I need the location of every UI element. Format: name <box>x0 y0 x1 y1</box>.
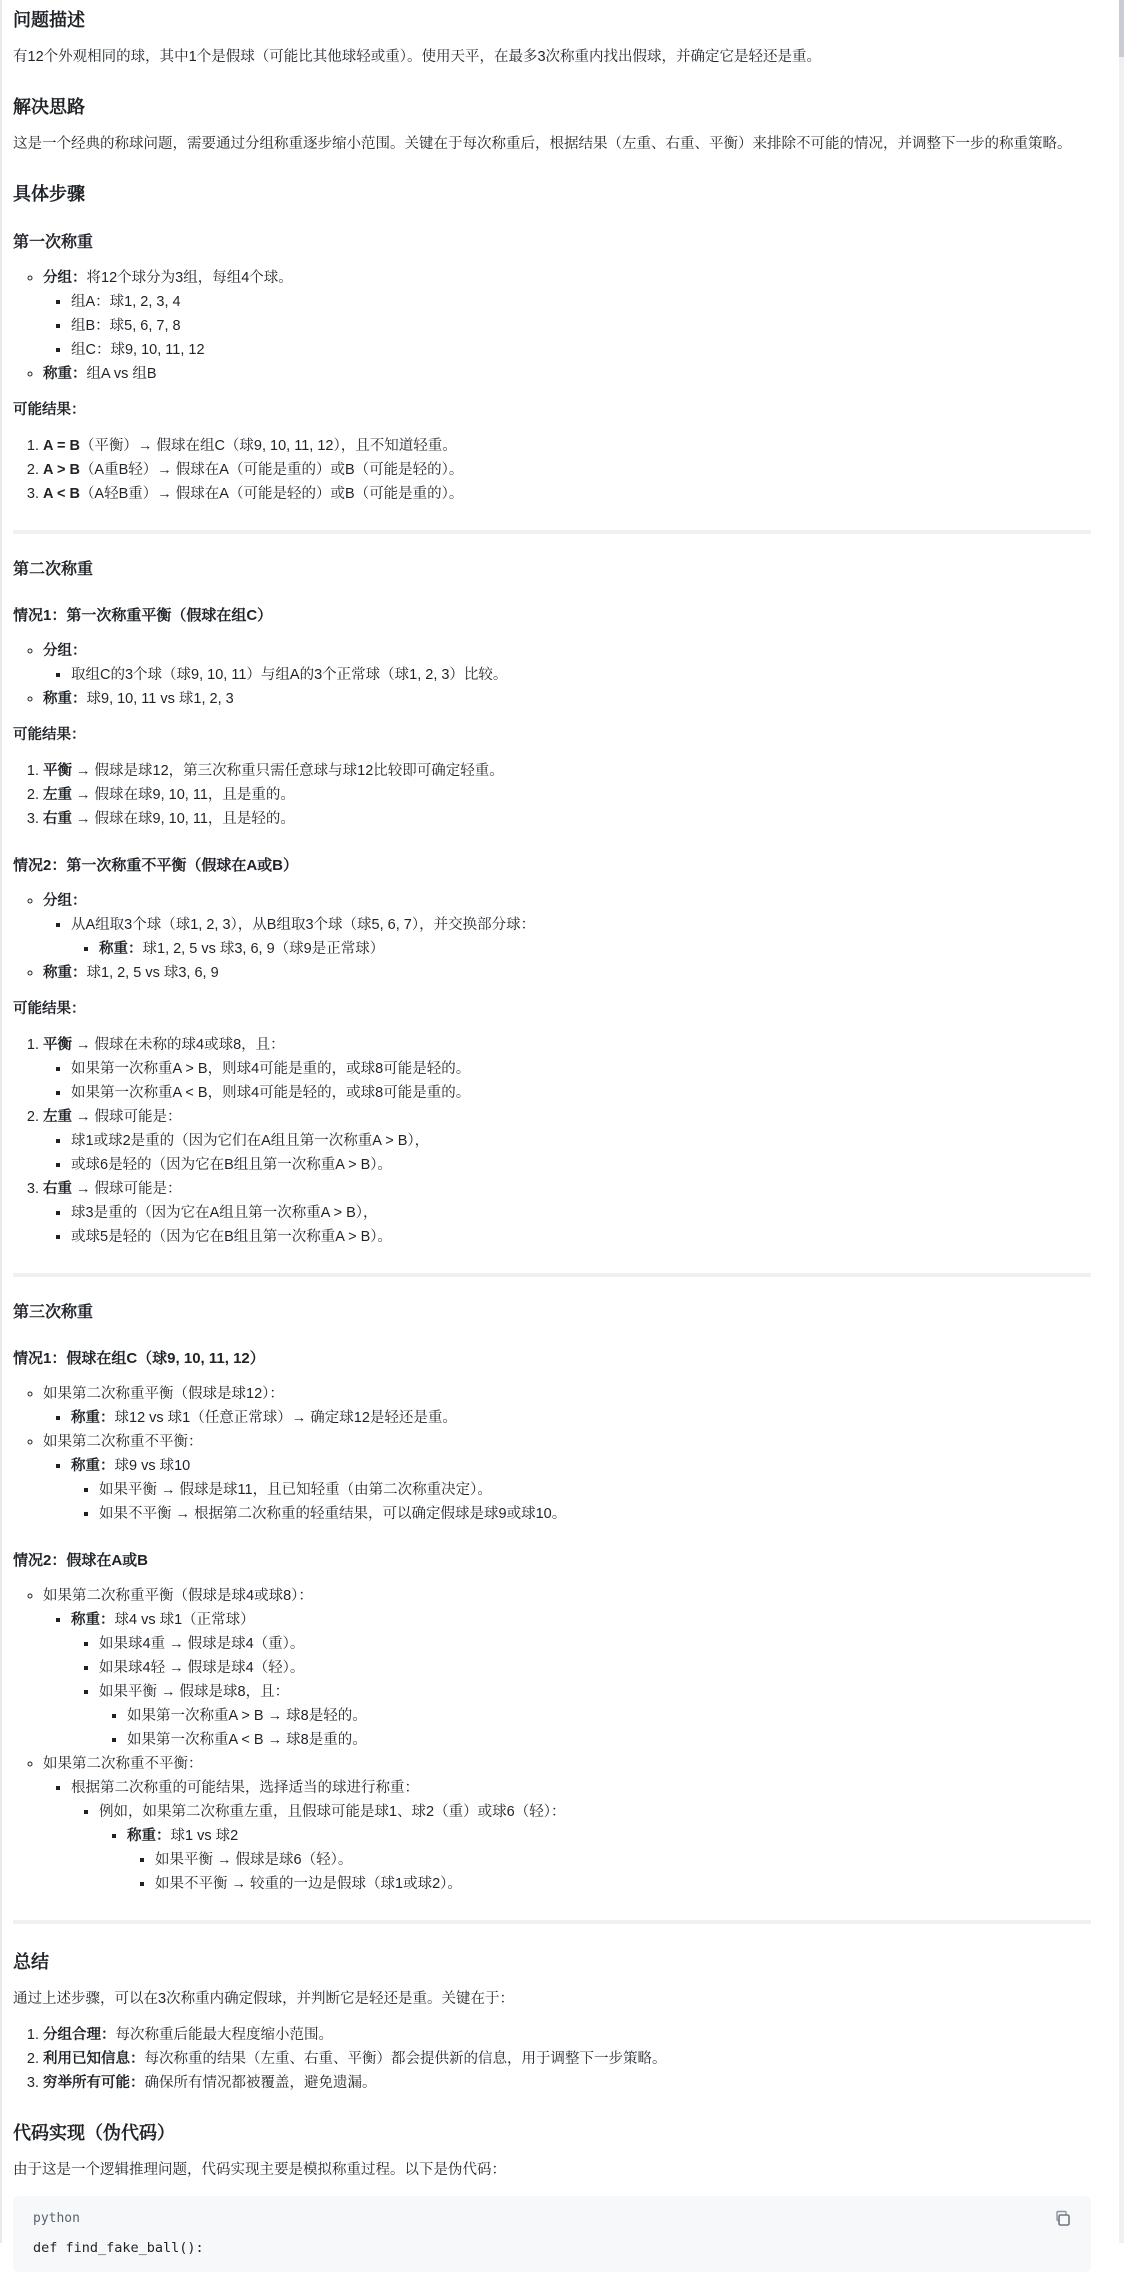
text-run: （A轻B重）→ 假球在A（可能是轻的）或B（可能是重的）。 <box>79 486 464 502</box>
code-block-header <box>33 2210 1071 2228</box>
code-block <box>13 2196 1091 2272</box>
text-run: 或球5是轻的（因为它在B组且第一次称重A > B）。 <box>71 1229 393 1245</box>
list-item <box>71 290 1091 314</box>
text-run: 如果平衡 → 假球是球6（轻）。 <box>155 1852 353 1868</box>
paragraph <box>13 398 1091 422</box>
list-item <box>43 2047 1091 2071</box>
list-item <box>155 1848 1091 1872</box>
bold-text: 平衡 <box>43 1037 72 1053</box>
section-heading: 总结 <box>13 1952 49 1972</box>
text-run: 组B：球5, 6, 7, 8 <box>71 318 181 334</box>
paragraph <box>13 997 1091 1021</box>
list-item <box>99 1502 1091 1526</box>
list-item <box>71 1201 1091 1225</box>
bold-text: 称重： <box>71 1612 115 1628</box>
bold-text: 利用已知信息： <box>43 2051 145 2067</box>
bold-text: 右重 <box>43 1181 72 1197</box>
text-run: 组A：球1, 2, 3, 4 <box>71 294 181 310</box>
copy-code-button[interactable] <box>1053 2210 1071 2228</box>
section-divider <box>13 1273 1091 1277</box>
paragraph <box>13 2158 1091 2182</box>
bold-text: 分组： <box>43 893 87 909</box>
section-heading: 情况2：假球在A或B <box>13 1552 149 1569</box>
list-item <box>71 1225 1091 1249</box>
scrollbar-thumb[interactable] <box>1119 0 1124 57</box>
bullet-list <box>99 1824 1091 1896</box>
bold-text: 称重： <box>71 1410 115 1426</box>
list-item <box>43 362 1091 386</box>
bullet-list <box>43 913 1091 961</box>
text-run: 球3是重的（因为它在A组且第一次称重A > B）， <box>71 1205 378 1221</box>
list-item <box>43 482 1091 506</box>
paragraph <box>13 723 1091 747</box>
list-item <box>43 1584 1091 1752</box>
text-run: 球1或球2是重的（因为它们在A组且第一次称重A > B）， <box>71 1133 430 1149</box>
bold-text: 可能结果： <box>13 402 86 418</box>
list-item <box>71 1454 1091 1526</box>
list-item <box>43 1752 1091 1896</box>
text-run: （A重B轻）→ 假球在A（可能是重的）或B（可能是轻的）。 <box>79 462 464 478</box>
bold-text: 称重： <box>43 691 87 707</box>
bold-text: A = B <box>43 438 80 454</box>
section-heading: 情况1：第一次称重平衡（假球在组C） <box>13 607 273 624</box>
text-run: 由于这是一个逻辑推理问题，代码实现主要是模拟称重过程。以下是伪代码： <box>13 2162 506 2178</box>
bullet-list <box>43 1608 1091 1752</box>
text-run: 如果第一次称重A > B → 球8是轻的。 <box>127 1708 367 1724</box>
text-run: 球12 vs 球1（任意正常球）→ 确定球12是轻还是重。 <box>114 1410 457 1426</box>
list-item <box>43 759 1091 783</box>
bullet-list <box>43 1057 1091 1105</box>
bullet-list <box>71 937 1091 961</box>
bold-text: 左重 <box>43 1109 72 1125</box>
text-run: 每次称重的结果（左重、右重、平衡）都会提供新的信息，用于调整下一步策略。 <box>144 2051 667 2067</box>
text-run: 例如，如果第二次称重左重，且假球可能是球1、球2（重）或球6（轻）： <box>99 1804 566 1820</box>
bullet-list <box>13 266 1091 386</box>
bold-text: A < B <box>43 486 80 502</box>
blocks-mount <box>13 8 1091 2182</box>
section-heading: 第二次称重 <box>13 561 94 578</box>
section-divider <box>13 530 1091 534</box>
section-heading: 情况1：假球在组C（球9, 10, 11, 12） <box>13 1350 265 1367</box>
text-run: → 假球在未称的球4或球8，且： <box>72 1037 285 1053</box>
bullet-list <box>43 1201 1091 1249</box>
text-run: 如果不平衡 → 根据第二次称重的轻重结果，可以确定假球是球9或球10。 <box>99 1506 567 1522</box>
bullet-list <box>13 639 1091 711</box>
list-item <box>71 1153 1091 1177</box>
bold-text: 右重 <box>43 811 72 827</box>
text-run: 如果第一次称重A > B，则球4可能是重的，或球8可能是轻的。 <box>71 1061 471 1077</box>
list-item <box>71 314 1091 338</box>
list-item <box>99 1800 1091 1896</box>
bullet-list <box>43 1406 1091 1430</box>
bullet-list <box>43 663 1091 687</box>
list-item <box>43 266 1091 362</box>
bullet-list <box>13 1382 1091 1526</box>
list-item <box>43 1177 1091 1249</box>
text-run: → 假球可能是： <box>72 1181 182 1197</box>
text-run: 取组C的3个球（球9, 10, 11）与组A的3个正常球（球1, 2, 3）比较。 <box>71 667 508 683</box>
text-run: 球1 vs 球2 <box>170 1828 239 1844</box>
list-item <box>43 961 1091 985</box>
list-item <box>43 889 1091 961</box>
text-run: 组A vs 组B <box>86 366 157 382</box>
list-item <box>43 434 1091 458</box>
list-item <box>155 1872 1091 1896</box>
list-item <box>43 2023 1091 2047</box>
list-item <box>127 1824 1091 1896</box>
section-heading: 代码实现（伪代码） <box>13 2123 175 2143</box>
text-run: 确保所有情况都被覆盖，避免遗漏。 <box>144 2075 377 2091</box>
text-run: 球9 vs 球10 <box>114 1458 191 1474</box>
text-run: → 假球在球9, 10, 11，且是重的。 <box>72 787 295 803</box>
list-item <box>43 783 1091 807</box>
text-run: 如果平衡 → 假球是球11，且已知轻重（由第二次称重决定）。 <box>99 1482 492 1498</box>
list-item <box>71 1057 1091 1081</box>
bold-text: 称重： <box>43 965 87 981</box>
bullet-list <box>43 1776 1091 1896</box>
text-run: → 假球在球9, 10, 11，且是轻的。 <box>72 811 295 827</box>
bullet-list <box>13 1584 1091 1896</box>
code-line: def find_fake_ball(): <box>33 2240 204 2256</box>
list-item <box>71 663 1091 687</box>
bold-text: 称重： <box>99 941 143 957</box>
list-item <box>71 1776 1091 1896</box>
list-item <box>99 1656 1091 1680</box>
text-run: 如果球4轻 → 假球是球4（轻）。 <box>99 1660 305 1676</box>
text-run: 或球6是轻的（因为它在B组且第一次称重A > B）。 <box>71 1157 393 1173</box>
list-item <box>71 1608 1091 1752</box>
text-run: 这是一个经典的称球问题，需要通过分组称重逐步缩小范围。关键在于每次称重后，根据结果（左重、右重、平衡）来排除不可能的情况，并调整下一步的称重策略。 <box>13 136 1072 152</box>
list-item <box>127 1728 1091 1752</box>
list-item <box>71 338 1091 362</box>
text-run: 如果第二次称重不平衡： <box>43 1434 203 1450</box>
bold-text: 左重 <box>43 787 72 803</box>
list-item <box>43 639 1091 687</box>
ordered-list <box>13 1033 1091 1249</box>
ordered-list <box>13 2023 1091 2095</box>
bullet-list <box>127 1848 1091 1896</box>
list-item <box>43 1105 1091 1177</box>
text-run: 从A组取3个球（球1, 2, 3），从B组取3个球（球5, 6, 7），并交换部分球： <box>71 917 536 933</box>
paragraph <box>13 45 1091 69</box>
list-item <box>71 1129 1091 1153</box>
bold-text: 分组合理： <box>43 2027 116 2043</box>
code-language-label: python <box>33 2211 80 2226</box>
text-run: 如果第一次称重A < B → 球8是重的。 <box>127 1732 367 1748</box>
list-item <box>43 1430 1091 1526</box>
text-run: 如果第二次称重不平衡： <box>43 1756 203 1772</box>
list-item <box>71 1406 1091 1430</box>
text-run: 有12个外观相同的球，其中1个是假球（可能比其他球轻或重）。使用天平，在最多3次称重内找出假球，并确定它是轻还是重。 <box>13 49 822 65</box>
bold-text: 平衡 <box>43 763 72 779</box>
section-divider <box>13 1920 1091 1924</box>
ordered-list <box>13 759 1091 831</box>
bold-text: 穷举所有可能： <box>43 2075 145 2091</box>
bullet-list <box>43 1129 1091 1177</box>
text-run: 通过上述步骤，可以在3次称重内确定假球，并判断它是轻还是重。关键在于： <box>13 1991 515 2007</box>
ordered-list <box>13 434 1091 506</box>
bold-text: 可能结果： <box>13 1001 86 1017</box>
section-heading: 情况2：第一次称重不平衡（假球在A或B） <box>13 857 299 874</box>
bold-text: A > B <box>43 462 80 478</box>
bullet-list <box>43 1454 1091 1526</box>
list-item <box>43 1382 1091 1430</box>
bullet-list <box>71 1632 1091 1752</box>
bold-text: 可能结果： <box>13 727 86 743</box>
copy-icon <box>1053 2216 1071 2231</box>
text-run: 将12个球分为3组，每组4个球。 <box>86 270 293 286</box>
list-item <box>43 807 1091 831</box>
bullet-list <box>71 1800 1091 1896</box>
text-run: 如果平衡 → 假球是球8，且： <box>99 1684 290 1700</box>
section-heading: 问题描述 <box>13 10 85 30</box>
bullet-list <box>99 1704 1091 1752</box>
text-run: 球9, 10, 11 vs 球1, 2, 3 <box>86 691 234 707</box>
bold-text: 称重： <box>71 1458 115 1474</box>
list-item <box>71 1081 1091 1105</box>
markdown-body <box>2 0 1102 2272</box>
list-item <box>99 1632 1091 1656</box>
text-run: 如果第二次称重平衡（假球是球12）： <box>43 1386 284 1402</box>
text-run: 球1, 2, 5 vs 球3, 6, 9 <box>86 965 219 981</box>
section-heading: 第一次称重 <box>13 234 94 251</box>
text-run: → 假球可能是： <box>72 1109 182 1125</box>
paragraph <box>13 132 1091 156</box>
text-run: 球4 vs 球1（正常球） <box>114 1612 255 1628</box>
list-item <box>127 1704 1091 1728</box>
text-run: 每次称重后能最大程度缩小范围。 <box>115 2027 333 2043</box>
text-run: 组C：球9, 10, 11, 12 <box>71 342 205 358</box>
text-run: 如果不平衡 → 较重的一边是假球（球1或球2）。 <box>155 1876 462 1892</box>
scrollbar-track[interactable] <box>1119 0 1124 2243</box>
paragraph <box>13 1987 1091 2011</box>
bold-text: 称重： <box>127 1828 171 1844</box>
list-item <box>99 1680 1091 1752</box>
text-run: 如果第二次称重平衡（假球是球4或球8）： <box>43 1588 313 1604</box>
bold-text: 分组： <box>43 643 87 659</box>
list-item <box>99 937 1091 961</box>
text-run: 如果第一次称重A < B，则球4可能是轻的，或球8可能是重的。 <box>71 1085 471 1101</box>
list-item <box>43 1033 1091 1105</box>
text-run: （平衡）→ 假球在组C（球9, 10, 11, 12），且不知道轻重。 <box>79 438 457 454</box>
text-run: 如果球4重 → 假球是球4（重）。 <box>99 1636 305 1652</box>
bold-text: 称重： <box>43 366 87 382</box>
bullet-list <box>43 290 1091 362</box>
list-item <box>43 2071 1091 2095</box>
text-run: → 假球是球12，第三次称重只需任意球与球12比较即可确定轻重。 <box>72 763 504 779</box>
text-run: 根据第二次称重的可能结果，选择适当的球进行称重： <box>71 1780 419 1796</box>
section-heading: 解决思路 <box>13 97 85 117</box>
list-item <box>71 913 1091 961</box>
list-item <box>43 458 1091 482</box>
list-item <box>99 1478 1091 1502</box>
section-heading: 第三次称重 <box>13 1304 94 1321</box>
bullet-list <box>13 889 1091 985</box>
bold-text: 分组： <box>43 270 87 286</box>
section-heading: 具体步骤 <box>13 184 85 204</box>
bullet-list <box>71 1478 1091 1526</box>
text-run: 球1, 2, 5 vs 球3, 6, 9（球9是正常球） <box>142 941 385 957</box>
list-item <box>43 687 1091 711</box>
